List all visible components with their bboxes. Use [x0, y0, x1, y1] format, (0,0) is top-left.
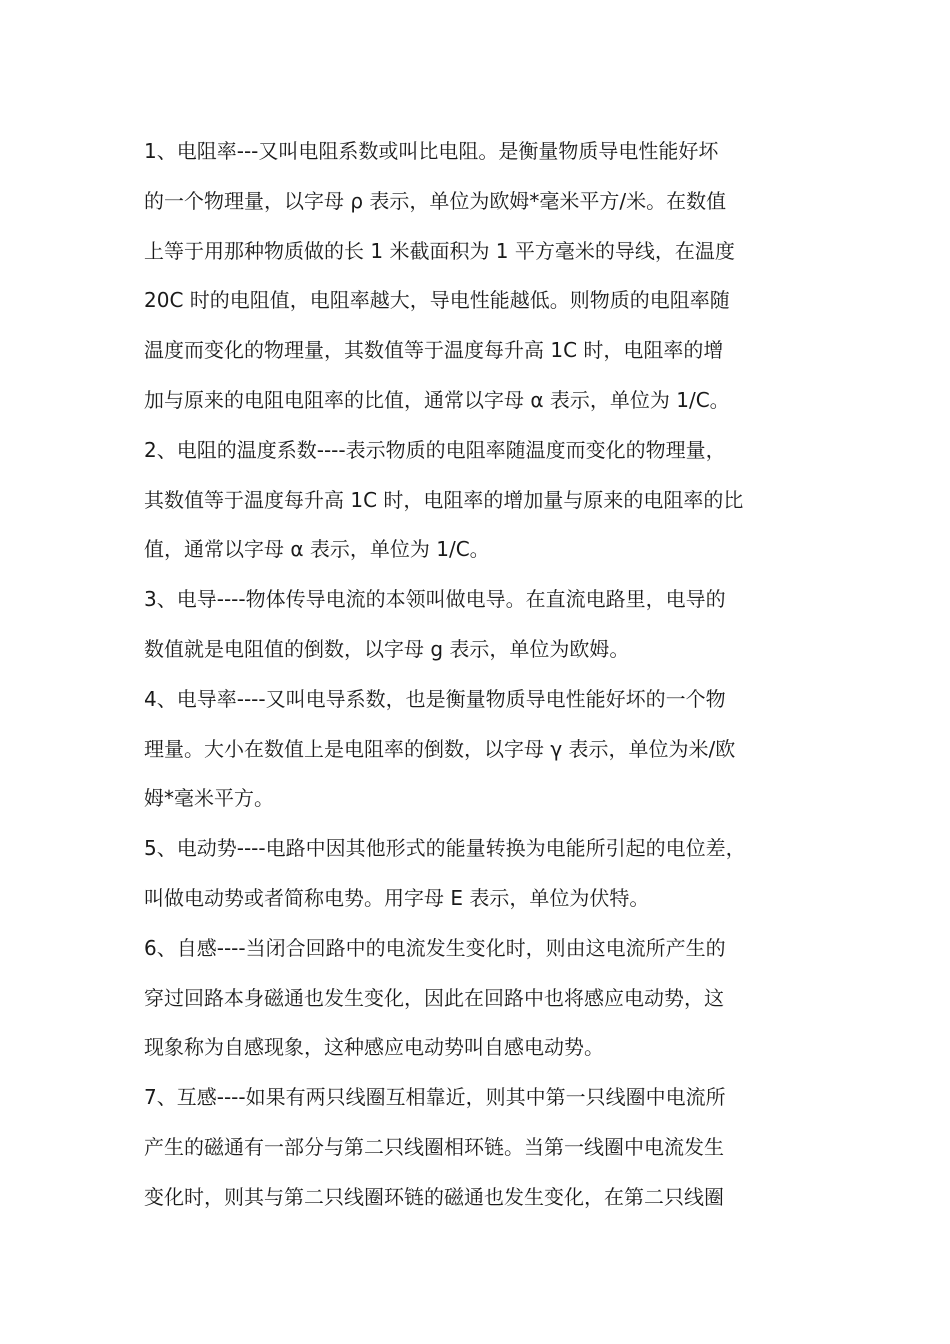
text-line: 叫做电动势或者简称电势。用字母 E 表示，单位为伏特。 — [144, 885, 650, 910]
text-line: 温度而变化的物理量，其数值等于温度每升高 1C 时，电阻率的增 — [144, 338, 724, 363]
text-line: 1、电阻率---又叫电阻系数或叫比电阻。是衡量物质导电性能好坏 — [144, 139, 719, 163]
text-line: 5、电动势----电路中因其他形式的能量转换为电能所引起的电位差， — [144, 836, 746, 861]
document-body — [144, 127, 824, 1223]
text-line: 加与原来的电阻电阻率的比值，通常以字母 α 表示，单位为 1/C。 — [144, 387, 730, 412]
text-line: 姆*毫米平方。 — [144, 786, 274, 811]
text-line: 2、电阻的温度系数----表示物质的电阻率随温度而变化的物理量， — [144, 437, 726, 462]
text-line: 上等于用那种物质做的长 1 米截面积为 1 平方毫米的导线，在温度 — [144, 238, 735, 263]
text-line: 数值就是电阻值的倒数，以字母 g 表示，单位为欧姆。 — [144, 636, 630, 661]
text-line: 其数值等于温度每升高 1C 时，电阻率的增加量与原来的电阻率的比 — [144, 487, 744, 512]
text-line: 穿过回路本身磁通也发生变化，因此在回路中也将感应电动势，这 — [144, 985, 724, 1010]
text-line: 6、自感----当闭合回路中的电流发生变化时，则由这电流所产生的 — [144, 935, 726, 960]
text-line: 产生的磁通有一部分与第二只线圈相环链。当第一线圈中电流发生 — [144, 1134, 724, 1159]
text-line: 变化时，则其与第二只线圈环链的磁通也发生变化，在第二只线圈 — [144, 1184, 724, 1209]
text-line: 值，通常以字母 α 表示，单位为 1/C。 — [144, 537, 490, 562]
text-line: 的一个物理量，以字母 ρ 表示，单位为欧姆*毫米平方/米。在数值 — [144, 188, 727, 213]
text-line: 理量。大小在数值上是电阻率的倒数，以字母 γ 表示，单位为米/欧 — [144, 736, 736, 761]
text-line: 4、电导率----又叫电导系数，也是衡量物质导电性能好坏的一个物 — [144, 686, 726, 711]
text-line: 3、电导----物体传导电流的本领叫做电导。在直流电路里，电导的 — [144, 587, 726, 612]
text-line: 7、互感----如果有两只线圈互相靠近，则其中第一只线圈中电流所 — [144, 1085, 726, 1110]
text-line: 现象称为自感现象，这种感应电动势叫自感电动势。 — [144, 1035, 604, 1060]
text-line: 20C 时的电阻值，电阻率越大，导电性能越低。则物质的电阻率随 — [144, 288, 730, 313]
